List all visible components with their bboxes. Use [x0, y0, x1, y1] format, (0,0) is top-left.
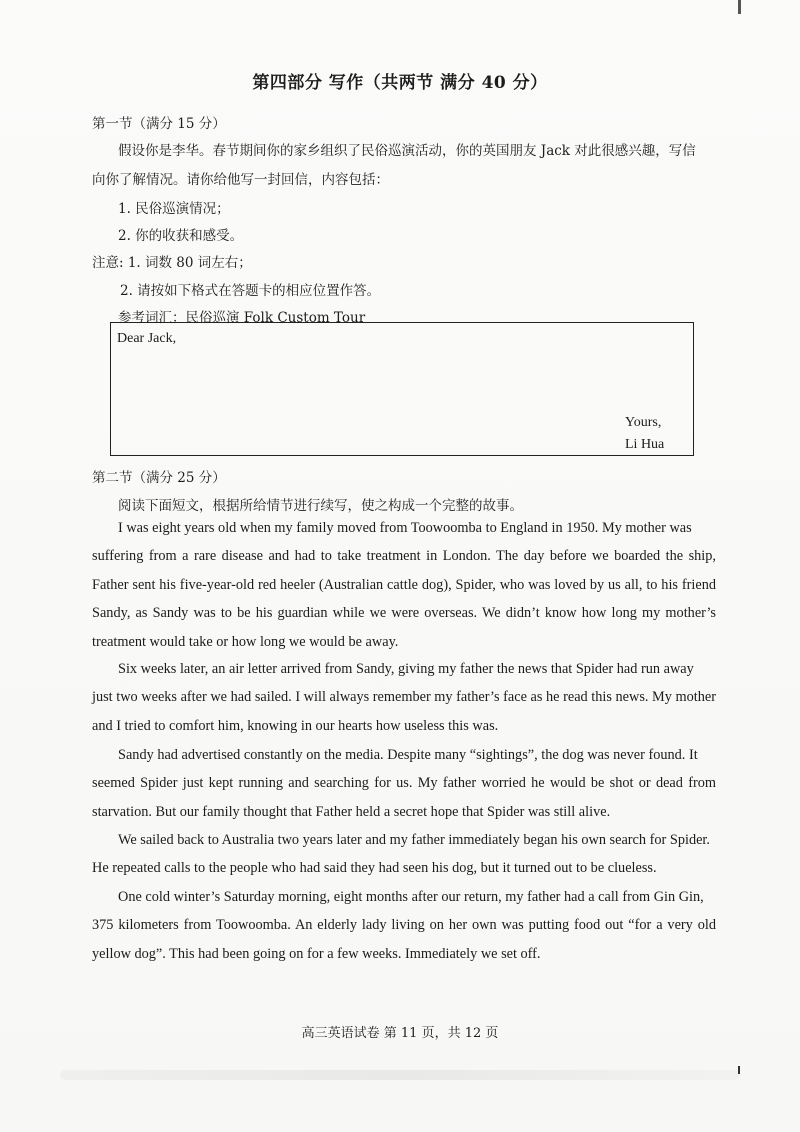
- page-footer: 高三英语试卷 第 11 页，共 12 页: [301, 1026, 499, 1041]
- scan-smudge: [60, 1070, 740, 1080]
- letter-signature: Li Hua: [625, 437, 665, 452]
- story-paragraph-3-rest: seemed Spider just kept running and searching for us. My father worried he would be shot or dead from starvation. But our family thought that Father held a secret hope that Spider was still alive.: [92, 775, 716, 820]
- prompt-line-2: 向你了解情况。请你给他写一封回信，内容包括：: [92, 172, 389, 188]
- story-paragraph-2-rest: just two weeks after we had sailed. I will always remember my father’s face as he read this news. My mother and I tried to comfort him, knowing in our hearts how useless this was.: [92, 689, 716, 734]
- vocab-hint: 参考词汇：民俗巡演 Folk Custom Tour: [118, 310, 366, 326]
- letter-closing: Yours,: [625, 415, 662, 430]
- story-paragraph-2-first: Six weeks later, an air letter arrived from Sandy, giving my father the news that Spider had run away: [118, 661, 694, 677]
- story-paragraph-3-first: Sandy had advertised constantly on the media. Despite many “sightings”, the dog was never found. It: [118, 747, 698, 763]
- scan-mark-bottom: [738, 1066, 740, 1074]
- story-paragraph-1-rest: suffering from a rare disease and had to take treatment in London. The day before we boarded the ship, Father sent his five-year-old red heeler (Australian cattle dog), Spider, who was loved by us all, to his friend Sandy, as Sandy was to be his guardian while we were overseas. We didn’t know how long my mother’s treatment would take or how long we would be away.: [92, 548, 716, 650]
- letter-format-box: [110, 322, 694, 456]
- content-item-2: 2. 你的收获和感受。: [118, 228, 244, 244]
- note-2: 2. 请按如下格式在答题卡的相应位置作答。: [120, 283, 381, 299]
- story-paragraph-5-rest: 375 kilometers from Toowoomba. An elderly lady living on her own was putting food out “for a very old yellow dog”. This had been going on for a few weeks. Immediately we set off.: [92, 917, 716, 962]
- content-item-1: 1. 民俗巡演情况；: [118, 201, 230, 217]
- page-title: 第四部分 写作（共两节 满分 40 分）: [252, 73, 548, 93]
- story-paragraph-1-first: I was eight years old when my family moved from Toowoomba to England in 1950. My mother was: [118, 520, 692, 536]
- scan-mark: [738, 0, 741, 14]
- section2-heading: 第二节（满分 25 分）: [92, 470, 226, 486]
- story-paragraph-5-first: One cold winter’s Saturday morning, eight months after our return, my father had a call from Gin Gin,: [118, 889, 704, 905]
- section2-instruction: 阅读下面短文，根据所给情节进行续写，使之构成一个完整的故事。: [118, 498, 523, 514]
- story-paragraph-4-first: We sailed back to Australia two years later and my father immediately began his own search for Spider.: [118, 832, 710, 848]
- prompt-line-1: 假设你是李华。春节期间你的家乡组织了民俗巡演活动，你的英国朋友 Jack 对此很感兴趣，写信: [118, 143, 696, 159]
- section1-heading: 第一节（满分 15 分）: [92, 116, 226, 132]
- letter-greeting: Dear Jack,: [117, 331, 177, 346]
- note-1: 注意: 1. 词数 80 词左右；: [92, 255, 252, 271]
- story-paragraph-4-rest: He repeated calls to the people who had said they had seen his dog, but it turned out to be clueless.: [92, 860, 657, 876]
